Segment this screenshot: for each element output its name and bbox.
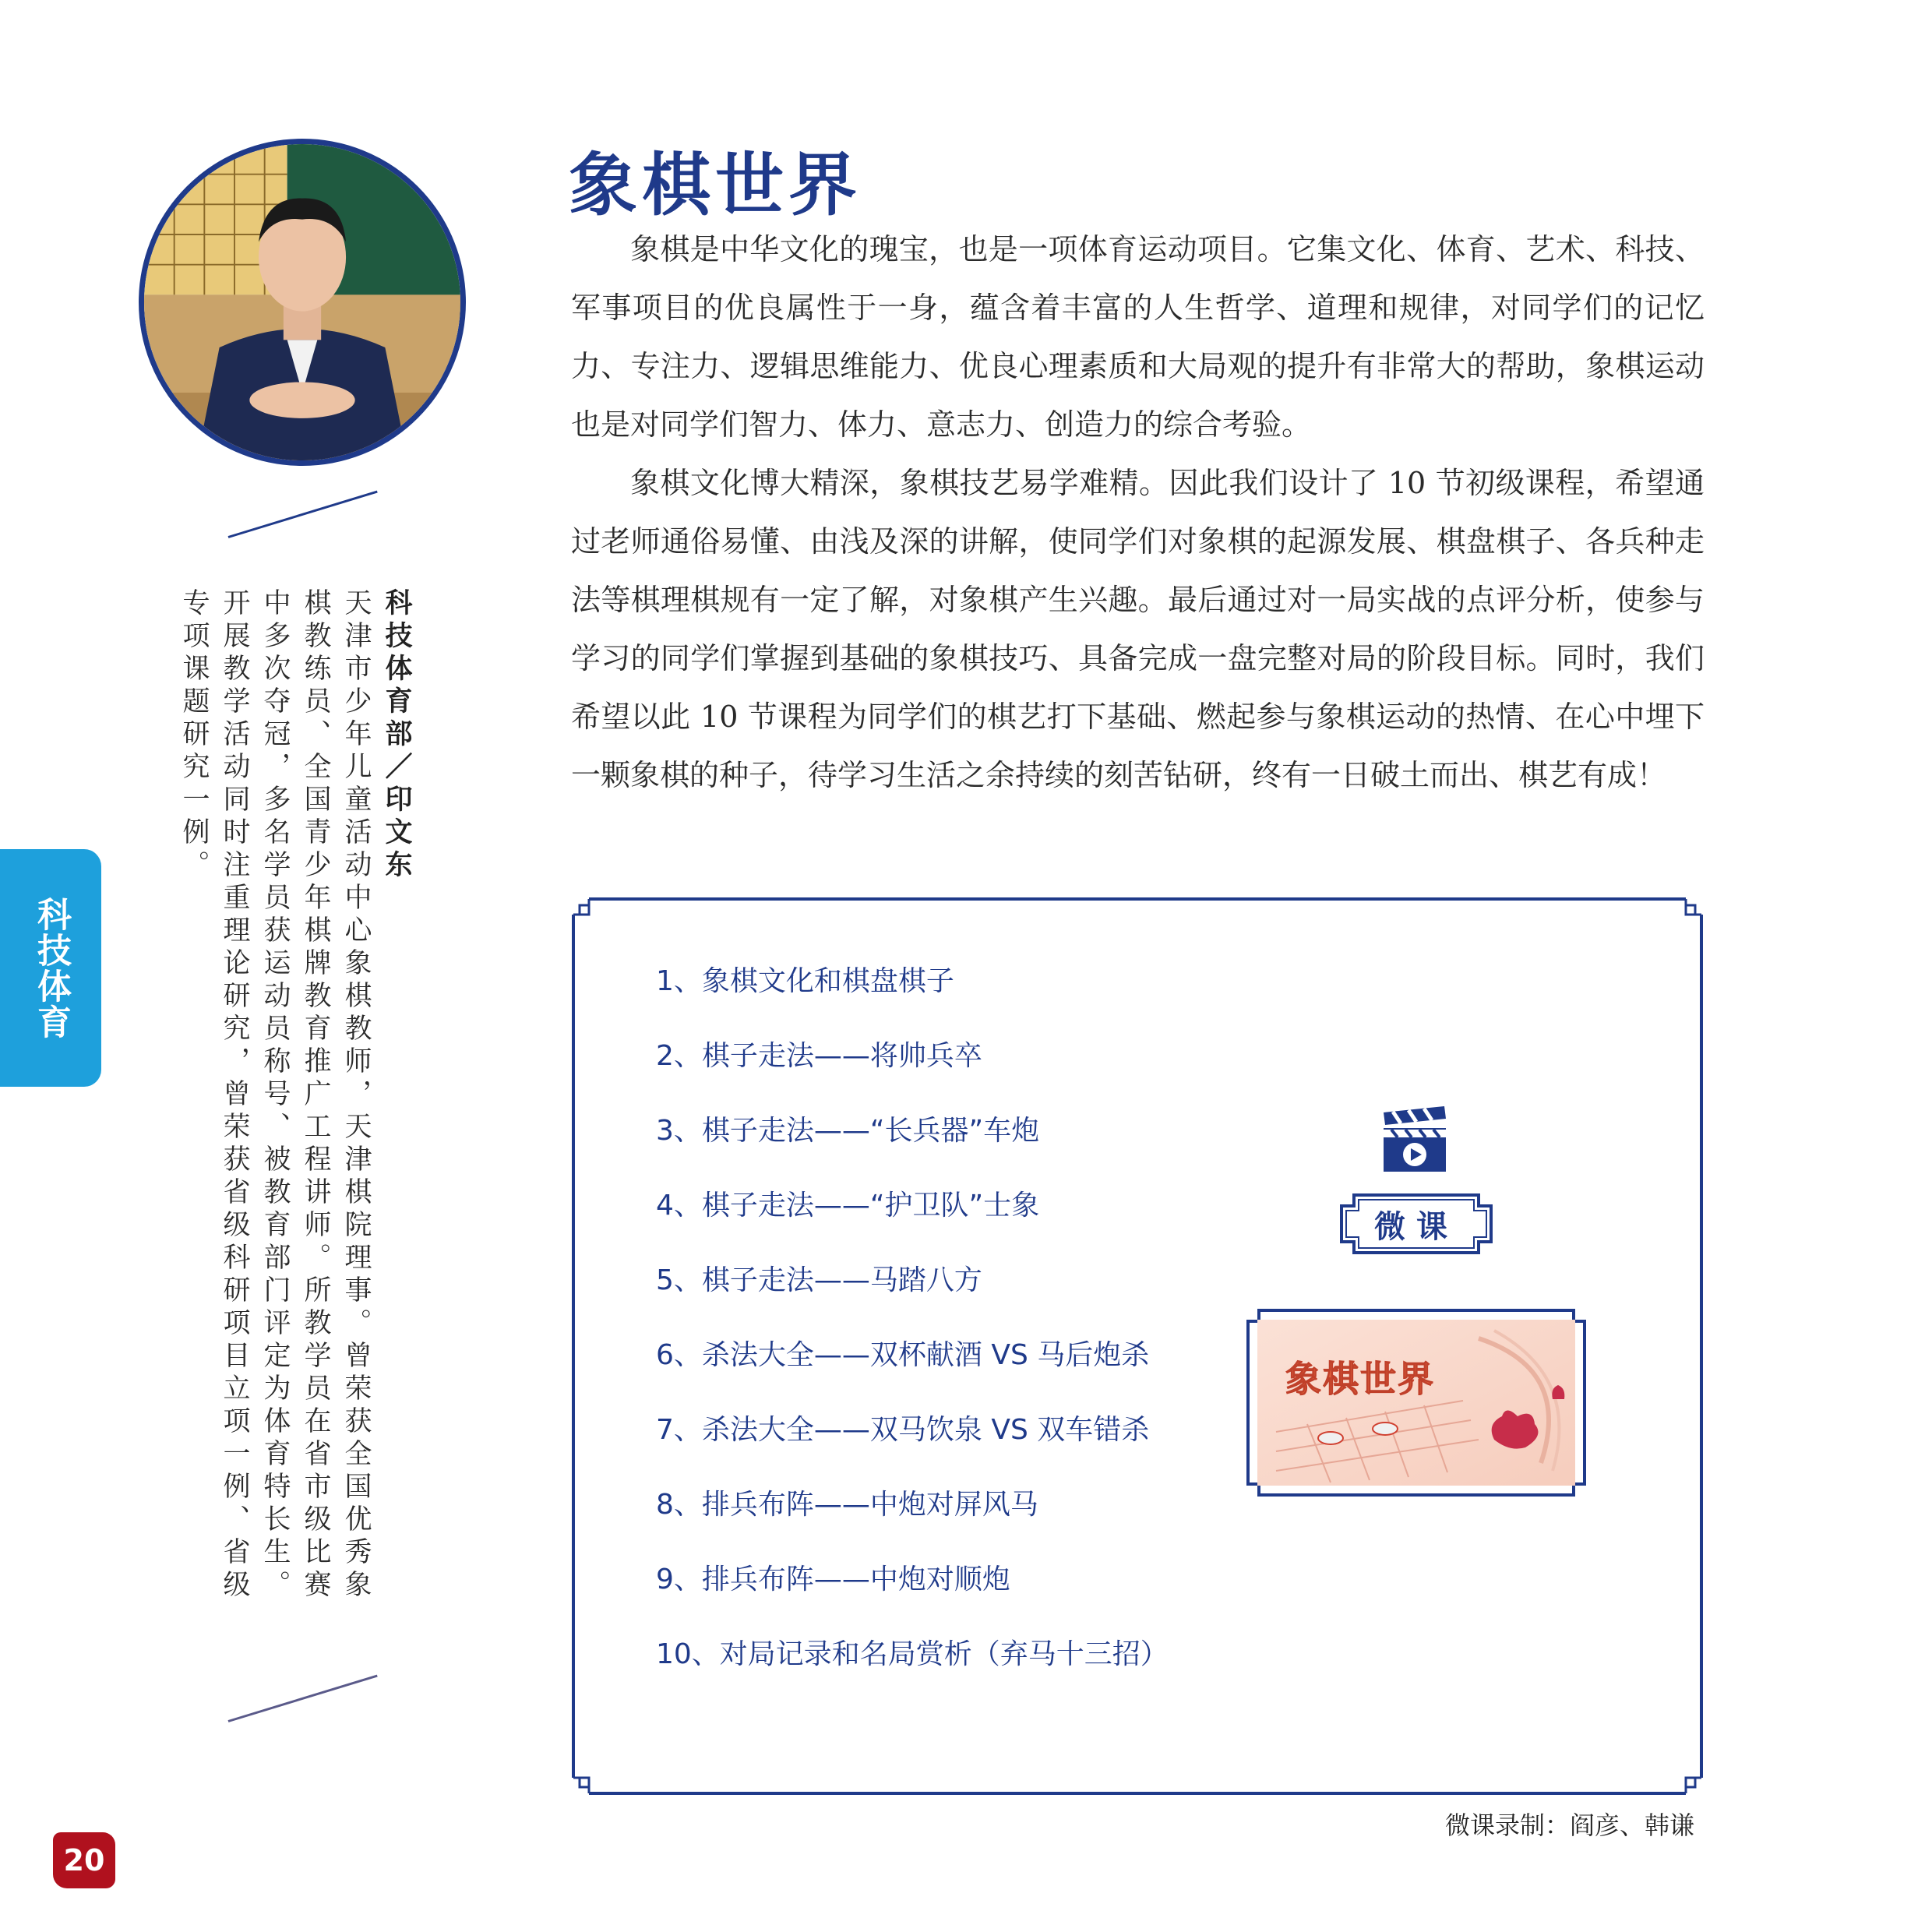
list-item: 10、对局记录和名局赏析（弃马十三招） <box>656 1638 1169 1670</box>
page-title: 象棋世界 <box>569 145 862 225</box>
list-item: 3、棋子走法——“长兵器”车炮 <box>656 1115 1040 1147</box>
video-clapper-icon <box>1379 1106 1451 1175</box>
intro-paragraph-2: 象棋文化博大精深，象棋技艺易学难精。因此我们设计了 10 节初级课程，希望通过老师通俗易懂、由浅及深的讲解，使同学们对象棋的起源发展、棋盘棋子、各兵种走法等棋理棋规有一定了解，对象棋产生兴趣。最后通过对一局实战的点评分析，使参与学习的同学们掌握到基础的象棋技巧、具备完成一盘完整对局的阶段目标。同时，我们希望以此 10 节课程为同学们的棋艺打下基础、燃起参与象棋运动的热情、在心中埋下一颗象棋的种子，待学习生活之余持续的刻苦钻研，终有一日破土而出、棋艺有成！ <box>571 466 1705 792</box>
video-thumbnail[interactable] <box>1245 1307 1588 1498</box>
list-item: 1、象棋文化和棋盘棋子 <box>656 965 954 997</box>
author-name: 科技体育部／印文东 <box>381 588 413 883</box>
list-item: 6、杀法大全——双杯献酒 VS 马后炮杀 <box>656 1339 1150 1371</box>
thumbnail-title: 象棋世界 <box>1285 1358 1435 1400</box>
list-item: 8、排兵布阵——中炮对屏风马 <box>656 1489 1038 1521</box>
intro-paragraph-1: 象棋是中华文化的瑰宝，也是一项体育运动项目。它集文化、体育、艺术、科技、军事项目的优良属性于一身，蕴含着丰富的人生哲学、道理和规律，对同学们的记忆力、专注力、逻辑思维能力、优良心理素质和大局观的提升有非常大的帮助，象棋运动也是对同学们智力、体力、意志力、创造力的综合考验。 <box>571 232 1705 442</box>
author-bio-text: 天津市少年儿童活动中心象棋教师，天津棋院理事。曾荣获全国优秀象棋教练员、全国青少年棋牌教育推广工程讲师。所教学员在省市级比赛中多次夺冠，多名学员获运动员称号、被教育部门评定为体育特长生。开展教学活动同时注重理论研究，曾荣获省级科研项目立项一例、省级专项课题研究一例。 <box>178 588 372 1602</box>
divider-line-bottom <box>228 1675 378 1722</box>
list-item: 9、排兵布阵——中炮对顺炮 <box>656 1564 1010 1595</box>
recording-credit: 微课录制：阎彦、韩谦 <box>1445 1810 1695 1840</box>
section-tab-label: 科技体育 <box>31 896 71 1040</box>
author-portrait <box>139 139 466 466</box>
divider-line-top <box>228 491 378 538</box>
list-item: 5、棋子走法——马踏八方 <box>656 1264 982 1296</box>
list-item: 7、杀法大全——双马饮泉 VS 双车错杀 <box>656 1414 1150 1446</box>
author-bio <box>178 588 417 1632</box>
micro-course-label: 微课 <box>1374 1208 1458 1245</box>
micro-course-badge <box>1338 1192 1494 1256</box>
course-list <box>656 944 1169 1692</box>
page-number: 20 <box>53 1832 115 1888</box>
section-tab <box>0 849 101 1087</box>
list-item: 2、棋子走法——将帅兵卒 <box>656 1040 982 1072</box>
list-item: 4、棋子走法——“护卫队”士象 <box>656 1190 1040 1222</box>
